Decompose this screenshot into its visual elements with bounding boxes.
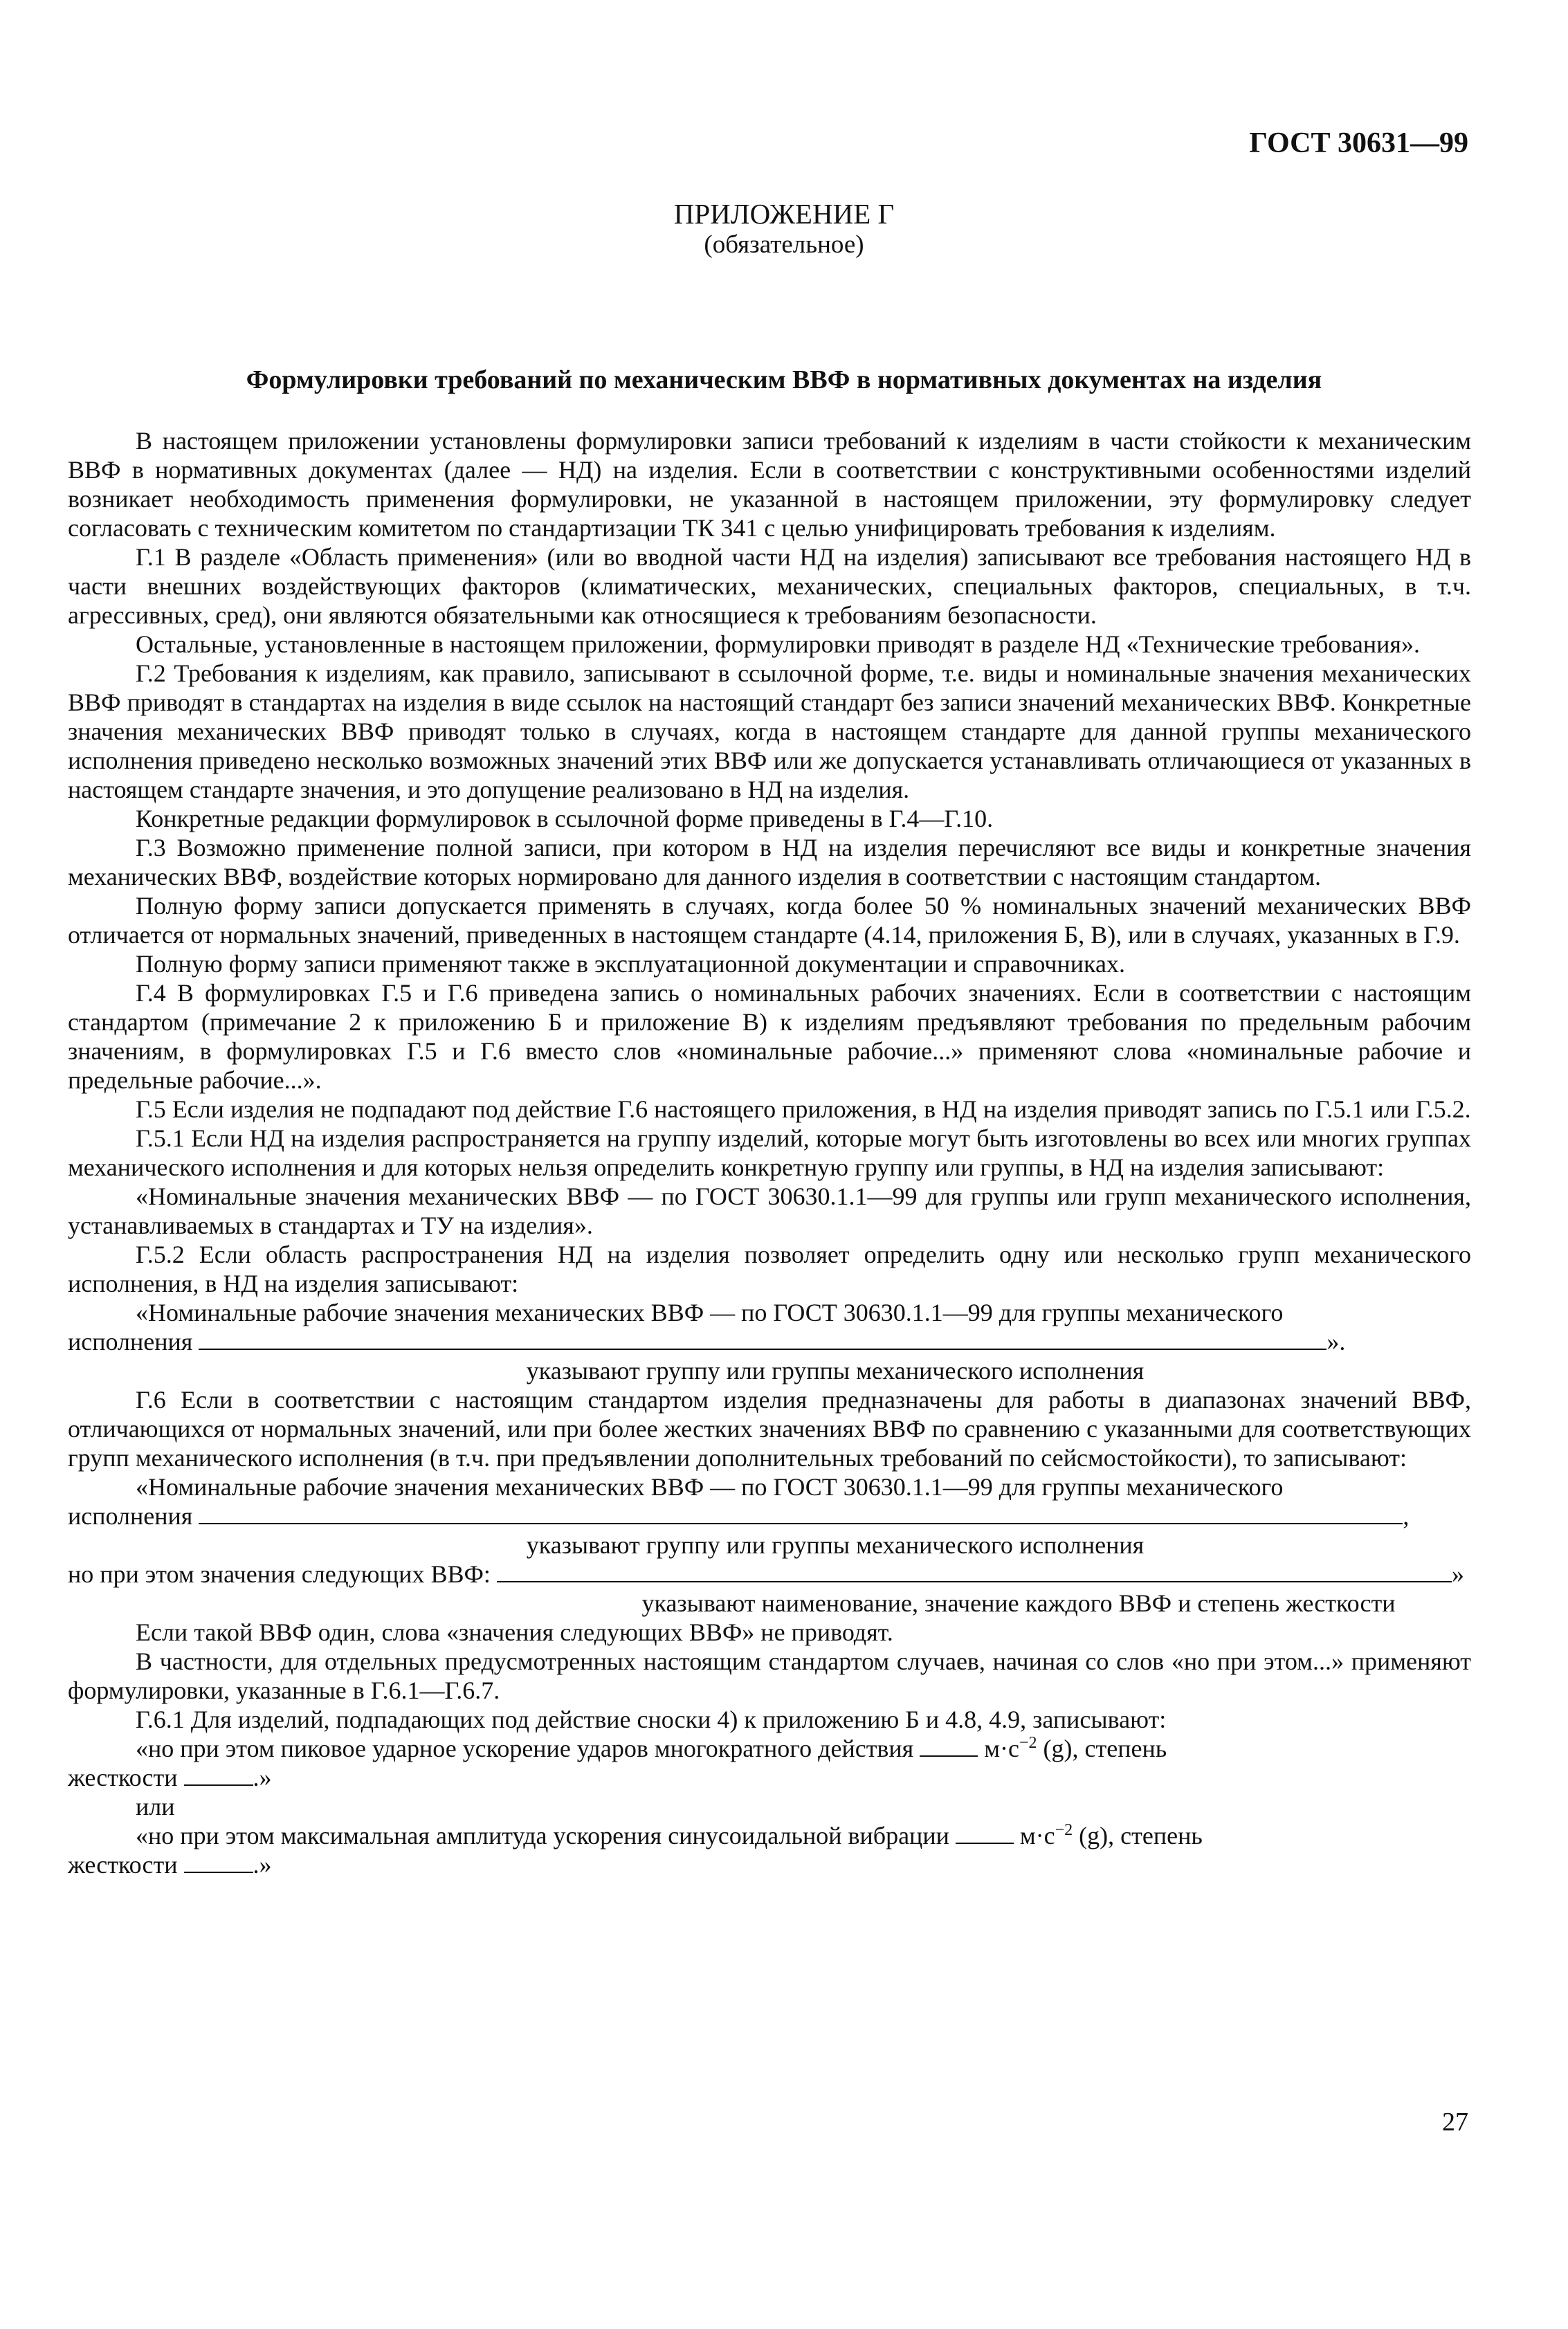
paragraph: Остальные, установленные в настоящем приложении, формулировки приводят в разделе НД «Технические требования». (136, 630, 1420, 658)
paragraph: Г.5.1 Если НД на изделия распространяется на группу изделий, которые могут быть изготовлены во всех или многих группах механического исполнения и для которых нельзя определить конкретную группу или группы, в НД на изделия записывают: (68, 1124, 1471, 1181)
paragraph: Полную форму записи применяют также в эксплуатационной документации и справочниках. (136, 950, 1125, 978)
paragraph: В настоящем приложении установлены формулировки записи требований к изделиям в части стойкости к механическим ВВФ в нормативных документах (далее — НД) на изделия. Если в соответствии с конструктивными особенностями изделий возникает необходимость применения формулировки, не указанной в настоящем приложении, эту формулировку следует согласовать с техническим комитетом по стандартизации ТК 341 с целью унифицировать требования к изделиям. (68, 427, 1471, 542)
paragraph: Г.5 Если изделия не подпадают под действие Г.6 настоящего приложения, в НД на изделия приводят запись по Г.5.1 или Г.5.2. (136, 1095, 1471, 1123)
paragraph: Полную форму записи допускается применять в случаях, когда более 50 % номинальных значений механических ВВФ отличается от нормальных значений, приведенных в настоящем стандарте (4.14, приложения Б, В), или в случаях, указанных в Г.9. (68, 892, 1471, 949)
paragraph: Г.1 В разделе «Область применения» (или во вводной части НД на изделия) записывают все требования настоящего НД в части внешних воздействующих факторов (климатических, механических, специальных факторов, специальных, в т.ч. агрессивных, сред), они являются обязательными как относящиеся к требованиям безопасности. (68, 543, 1471, 629)
paragraph: Конкретные редакции формулировок в ссылочной форме приведены в Г.4—Г.10. (136, 805, 994, 832)
fill-in-blank (920, 1735, 978, 1757)
formula-line: «Номинальные рабочие значения механических ВВФ — по ГОСТ 30630.1.1—99 для группы механического (136, 1299, 1284, 1326)
fill-in-blank (956, 1822, 1014, 1844)
formula-line (68, 1560, 1471, 1589)
fill-in-blank (199, 1328, 1327, 1350)
formula-g61-b (68, 1821, 1471, 1879)
paragraph: Если такой ВВФ один, слова «значения следующих ВВФ» не приводят. (136, 1618, 893, 1646)
formula-line: жесткости .» (68, 1764, 272, 1791)
formula-g52 (68, 1298, 1471, 1385)
or-connector: или (136, 1793, 175, 1820)
blank-caption: указывают наименование, значение каждого ВВФ и степень жесткости (641, 1589, 1396, 1617)
blank-caption: указывают группу или группы механического исполнения (526, 1531, 1145, 1559)
formula-word: исполнения (68, 1502, 193, 1530)
paragraph: Г.6 Если в соответствии с настоящим стандартом изделия предназначены для работы в диапазонах значений ВВФ, отличающихся от нормальных значений, или при более жестких значениях ВВФ по сравнению с указанными для соответствующих групп механического исполнения (в т.ч. при предъявлении дополнительных требований по сейсмостойкости), то записывают: (68, 1386, 1471, 1472)
formula-g6 (68, 1472, 1471, 1618)
paragraph: В частности, для отдельных предусмотренных настоящим стандартом случаев, начиная со слов «но при этом...» применяют формулировки, указанные в Г.6.1—Г.6.7. (68, 1647, 1471, 1704)
fill-in-blank (184, 1764, 253, 1786)
formula-g61-a (68, 1734, 1471, 1792)
body-text (68, 426, 1471, 1879)
formula-line (68, 1501, 1471, 1531)
formula-word: исполнения (68, 1328, 193, 1355)
formula-line: «но при этом максимальная амплитуда ускорения синусоидальной вибрации $м\cdot с^{-2}$ (g), степень (136, 1821, 1203, 1850)
paragraph: Г.5.2 Если область распространения НД на изделия позволяет определить одну или несколько групп механического исполнения, в НД на изделия записывают: (68, 1241, 1471, 1297)
appendix-subtitle: (обязательное) (704, 230, 864, 259)
paragraph: Г.2 Требования к изделиям, как правило, записывают в ссылочной форме, т.е. виды и номинальные значения механических ВВФ приводят в стандартах на изделия в виде ссылок на настоящий стандарт без записи значений механических ВВФ. Конкретные значения механических ВВФ приводят только в случаях, когда в настоящем стандарте для данной группы механического исполнения приведено несколько возможных значений этих ВВФ или же допускается устанавливать отличающиеся от указанных в настоящем стандарте значения, и это допущение реализовано в НД на изделия. (68, 659, 1471, 803)
formula-end: , (1403, 1502, 1410, 1530)
formula-line: «Номинальные рабочие значения механических ВВФ — по ГОСТ 30630.1.1—99 для группы механического (136, 1473, 1284, 1501)
paragraph: «Номинальные значения механических ВВФ — по ГОСТ 30630.1.1—99 для группы или групп механического исполнения, устанавливаемых в стандартах и ТУ на изделия». (68, 1182, 1471, 1239)
fill-in-blank (199, 1502, 1403, 1524)
formula-line: «но при этом пиковое ударное ускорение ударов многократного действия $м\cdot с^{-2}$ (g), степень (136, 1734, 1167, 1762)
fill-in-blank (184, 1851, 253, 1873)
standard-number: ГОСТ 30631—99 (1249, 127, 1468, 159)
formula-line: жесткости .» (68, 1851, 272, 1879)
formula-end: » (1451, 1560, 1464, 1588)
fill-in-blank (497, 1560, 1452, 1582)
formula-end: ». (1327, 1328, 1346, 1355)
document-title: Формулировки требований по механическим ВВФ в нормативных документах на изделия (246, 365, 1322, 394)
paragraph: Г.4 В формулировках Г.5 и Г.6 приведена запись о номинальных рабочих значениях. Если в соответствии с настоящим стандартом (примечание 2 к приложению Б и приложение В) к изделиям предъявляют требования по предельным рабочим значениям, в формулировках Г.5 и Г.6 вместо слов «номинальные рабочие...» применяют слова «номинальные рабочие и предельные рабочие...». (68, 979, 1471, 1094)
appendix-title: ПРИЛОЖЕНИЕ Г (673, 198, 895, 230)
page-number: 27 (1442, 2108, 1468, 2137)
formula-word: но при этом значения следующих ВВФ: (68, 1560, 491, 1588)
paragraph: Г.3 Возможно применение полной записи, при котором в НД на изделия перечисляют все виды и конкретные значения механических ВВФ, воздействие которых нормировано для данного изделия в соответствии с настоящим стандартом. (68, 834, 1471, 890)
formula-line (68, 1327, 1471, 1356)
blank-caption: указывают группу или группы механического исполнения (526, 1357, 1145, 1385)
paragraph: Г.6.1 Для изделий, подпадающих под действие сноски 4) к приложению Б и 4.8, 4.9, записывают: (136, 1706, 1167, 1733)
